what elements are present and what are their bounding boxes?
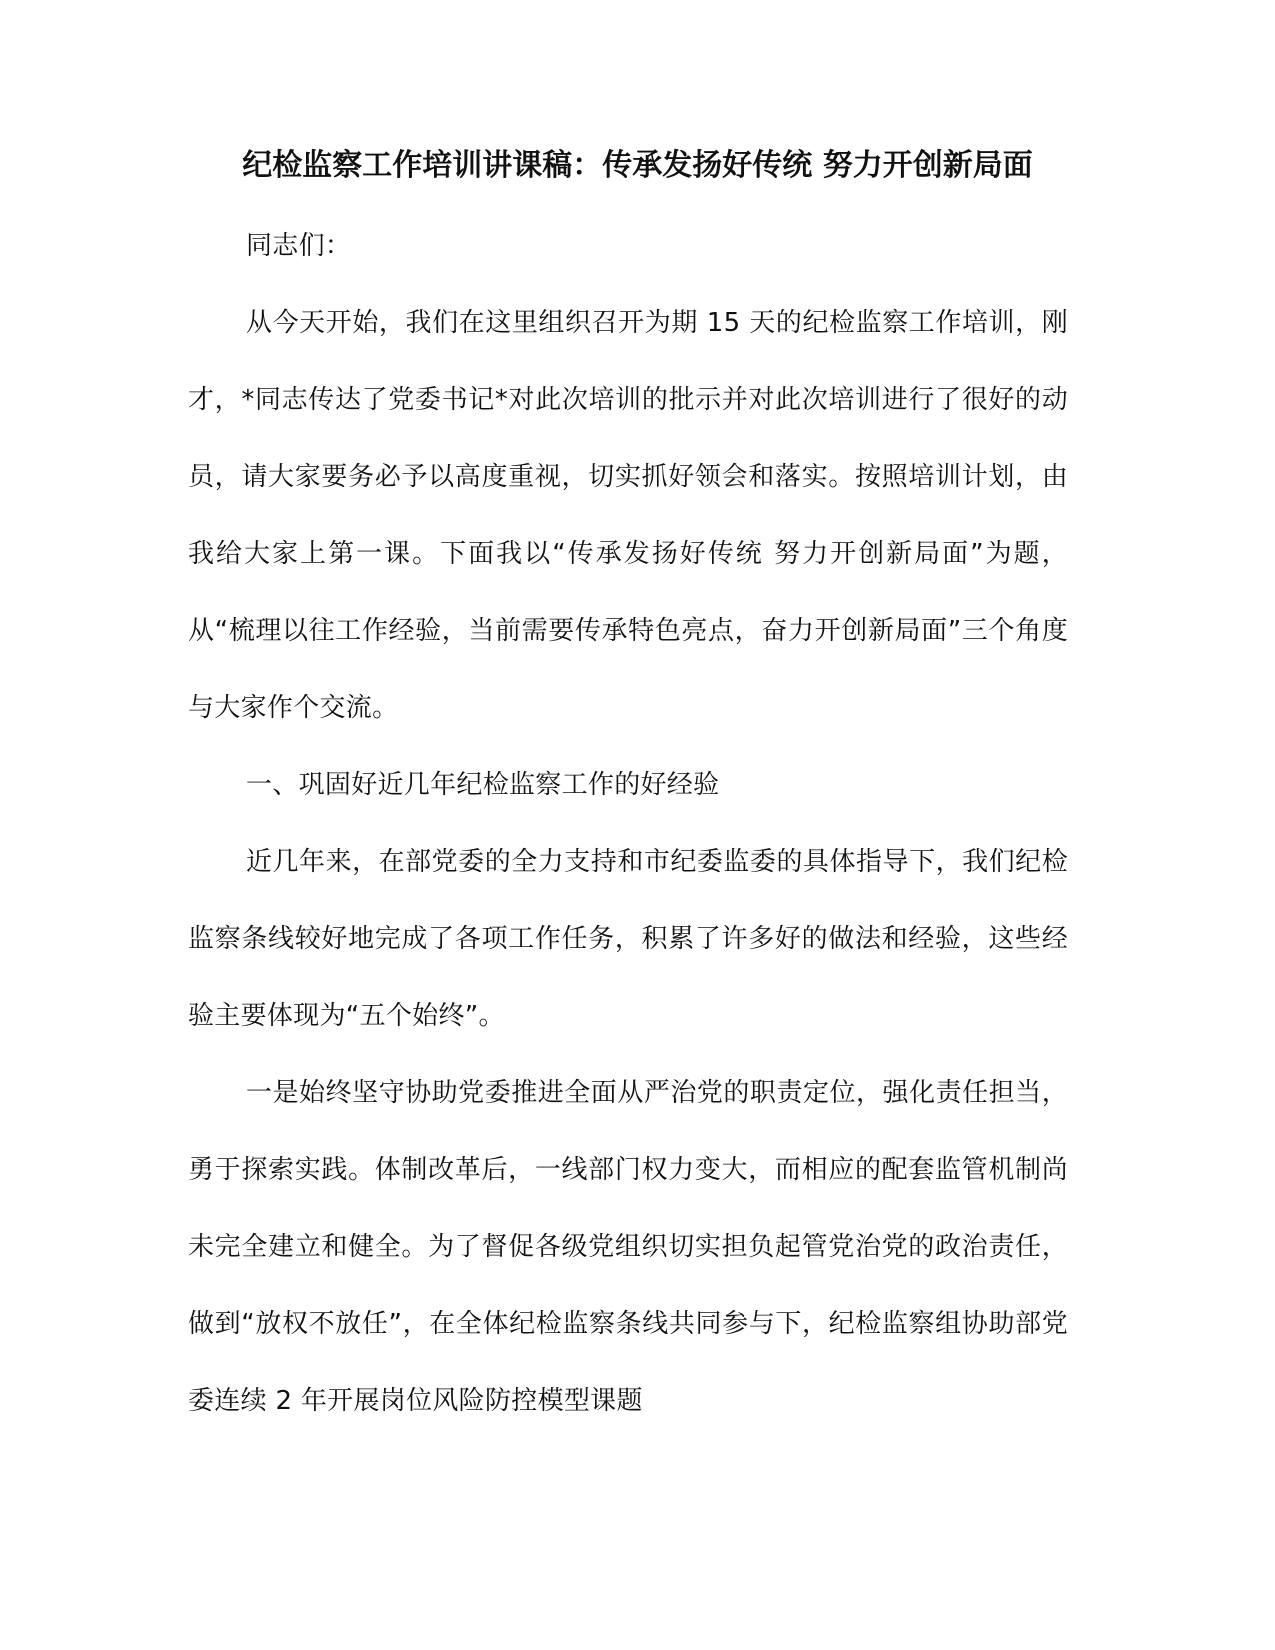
document-body (188, 208, 1068, 1440)
document-title: 纪检监察工作培训讲课稿：传承发扬好传统 努力开创新局面 (242, 148, 1033, 183)
intro-paragraph: 从今天开始，我们在这里组织召开为期 15 天的纪检监察工作培训，刚才，*同志传达了党委书记*对此次培训的批示并对此次培训进行了很好的动员，请大家要务必予以高度重视，切实抓好领会和落实。按照培训计划，由我给大家上第一课。下面我以“传承发扬好传统 努力开创新局面”为题，从“梳理以往工作经验，当前需要传承特色亮点，奋力开创新局面”三个角度与大家作个交流。 (188, 308, 1068, 723)
section-heading: 一、巩固好近几年纪检监察工作的好经验 (246, 770, 720, 800)
salutation-paragraph: 同志们： (246, 231, 352, 261)
experience-paragraph: 近几年来，在部党委的全力支持和市纪委监委的具体指导下，我们纪检监察条线较好地完成了各项工作任务，积累了许多好的做法和经验，这些经验主要体现为“五个始终”。 (188, 847, 1068, 1031)
point-one-paragraph: 一是始终坚守协助党委推进全面从严治党的职责定位，强化责任担当，勇于探索实践。体制改革后，一线部门权力变大，而相应的配套监管机制尚未完全建立和健全。为了督促各级党组织切实担负起管党治党的政治责任，做到“放权不放任”，在全体纪检监察条线共同参与下，纪检监察组协助部党委连续 2 年开展岗位风险防控模型课题 (188, 1078, 1068, 1416)
